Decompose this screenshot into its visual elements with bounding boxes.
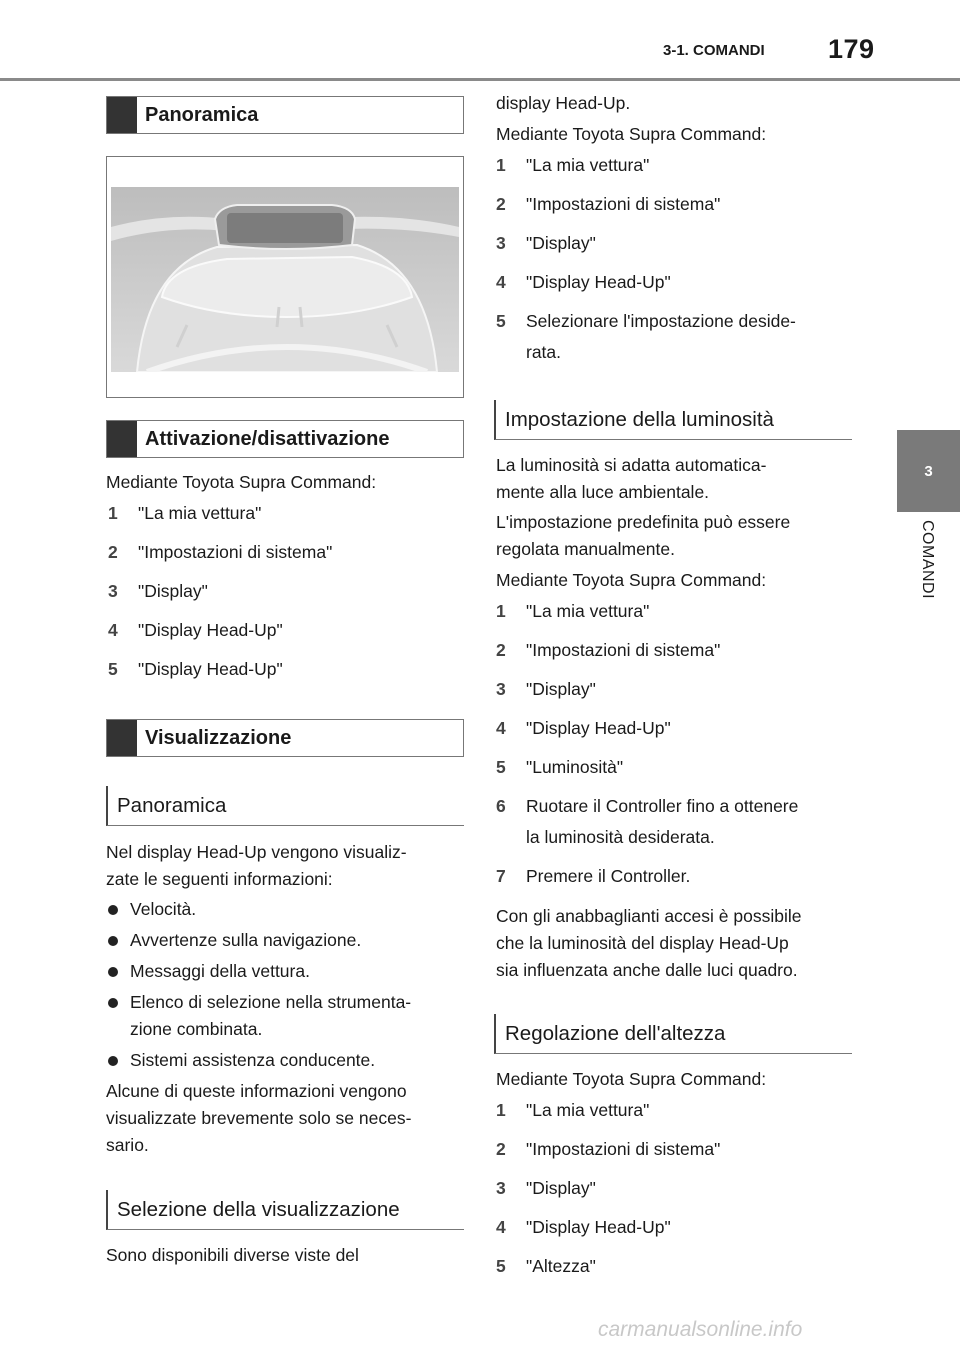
subheading-selezione: Selezione della visualizzazione	[106, 1190, 464, 1230]
subheading-altezza: Regolazione dell'altezza	[494, 1014, 852, 1054]
subheading-luminosita: Impostazione della luminosità	[494, 400, 852, 440]
intro-text: Mediante Toyota Supra Command:	[496, 570, 767, 590]
heading-attivazione: Attivazione/disattivazione	[106, 420, 464, 458]
heading-panoramica: Panoramica	[106, 96, 464, 134]
dashboard-hud-image	[107, 157, 463, 397]
paragraph: Con gli anabbaglianti accesi è possibile	[496, 906, 802, 926]
paragraph: Alcune di queste informazioni vengono	[106, 1081, 407, 1101]
intro-text: Mediante Toyota Supra Command:	[496, 124, 767, 144]
intro-text: Mediante Toyota Supra Command:	[106, 472, 377, 492]
watermark: carmanualsonline.info	[598, 1318, 803, 1341]
intro-text: Mediante Toyota Supra Command:	[496, 1069, 767, 1089]
paragraph: zate le seguenti informazioni:	[106, 869, 333, 889]
paragraph: Nel display Head-Up vengono visualiz-	[106, 842, 407, 862]
paragraph: Sono disponibili diverse viste del	[106, 1245, 359, 1265]
paragraph: regolata manualmente.	[496, 539, 675, 559]
paragraph: che la luminosità del display Head-Up	[496, 933, 789, 953]
paragraph: sario.	[106, 1135, 149, 1155]
hud-illustration	[106, 156, 464, 398]
paragraph: L'impostazione predefinita può essere	[496, 512, 791, 532]
subheading-panoramica: Panoramica	[106, 786, 464, 826]
paragraph: mente alla luce ambientale.	[496, 482, 710, 502]
chapter-tab	[897, 430, 960, 512]
paragraph: display Head-Up.	[496, 93, 631, 113]
paragraph: sia influenzata anche dalle luci quadro.	[496, 960, 798, 980]
page-number: 179	[828, 34, 875, 64]
chapter-number: 3	[924, 462, 933, 480]
chapter-label: COMANDI	[919, 520, 936, 600]
heading-visualizzazione: Visualizzazione	[106, 719, 464, 757]
header-rule	[0, 78, 960, 81]
paragraph: visualizzate brevemente solo se neces-	[106, 1108, 412, 1128]
section-title: 3-1. COMANDI	[663, 42, 765, 59]
paragraph: La luminosità si adatta automatica-	[496, 455, 767, 475]
